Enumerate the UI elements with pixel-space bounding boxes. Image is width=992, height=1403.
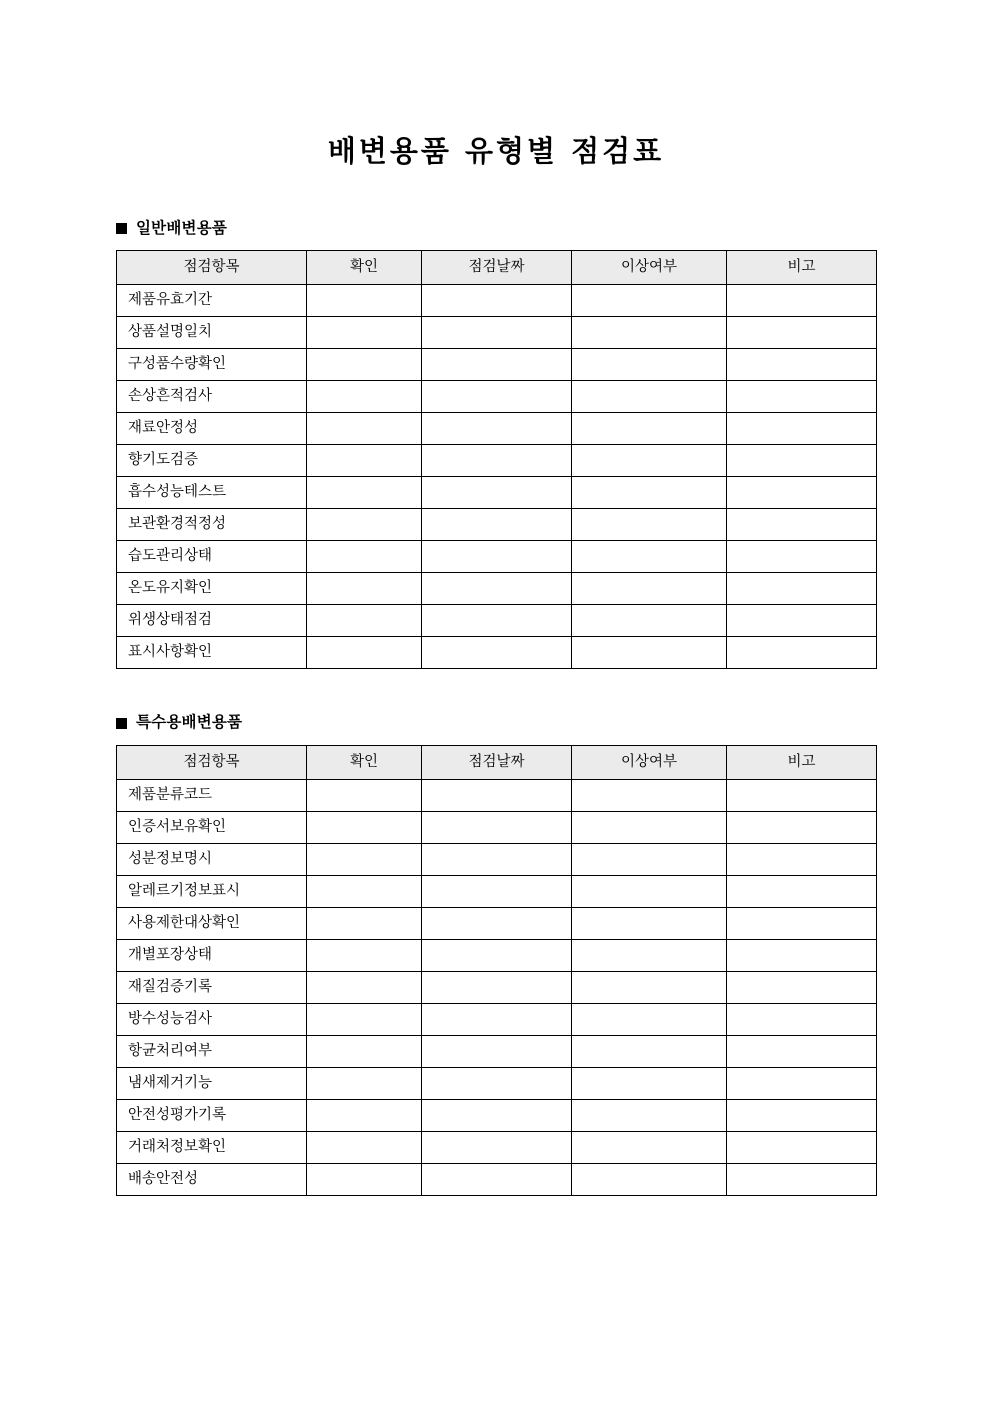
check-input-cell[interactable] — [307, 413, 422, 445]
checklist-item-label: 제품유효기간 — [117, 285, 307, 317]
abnormal-input-cell[interactable] — [572, 1099, 727, 1131]
note-input-cell[interactable] — [727, 605, 877, 637]
date-input-cell[interactable] — [422, 1003, 572, 1035]
date-input-cell[interactable] — [422, 1035, 572, 1067]
column-header-date: 점검날짜 — [422, 251, 572, 285]
table-row — [117, 605, 877, 637]
note-input-cell[interactable] — [727, 285, 877, 317]
abnormal-input-cell[interactable] — [572, 1035, 727, 1067]
date-input-cell[interactable] — [422, 349, 572, 381]
abnormal-input-cell[interactable] — [572, 605, 727, 637]
checklist-item-label: 향기도검증 — [117, 445, 307, 477]
check-input-cell[interactable] — [307, 843, 422, 875]
checklist-item-label: 인증서보유확인 — [117, 811, 307, 843]
table-row — [117, 381, 877, 413]
abnormal-input-cell[interactable] — [572, 811, 727, 843]
note-input-cell[interactable] — [727, 1163, 877, 1195]
date-input-cell[interactable] — [422, 971, 572, 1003]
date-input-cell[interactable] — [422, 875, 572, 907]
abnormal-input-cell[interactable] — [572, 445, 727, 477]
abnormal-input-cell[interactable] — [572, 1067, 727, 1099]
abnormal-input-cell[interactable] — [572, 779, 727, 811]
column-header-note: 비고 — [727, 745, 877, 779]
table-row — [117, 445, 877, 477]
table-row — [117, 843, 877, 875]
note-input-cell[interactable] — [727, 939, 877, 971]
column-header-date: 점검날짜 — [422, 745, 572, 779]
checklist-item-label: 재료안정성 — [117, 413, 307, 445]
checklist-item-label: 냄새제거기능 — [117, 1067, 307, 1099]
table-row — [117, 1003, 877, 1035]
check-input-cell[interactable] — [307, 349, 422, 381]
note-input-cell[interactable] — [727, 349, 877, 381]
checklist-table-general — [116, 250, 877, 669]
section-heading-label: 특수용배변용품 — [136, 713, 243, 732]
abnormal-input-cell[interactable] — [572, 477, 727, 509]
abnormal-input-cell[interactable] — [572, 541, 727, 573]
check-input-cell[interactable] — [307, 811, 422, 843]
column-header-check: 확인 — [307, 745, 422, 779]
table-row — [117, 1163, 877, 1195]
checklist-item-label: 표시사항확인 — [117, 637, 307, 669]
section-heading — [116, 715, 876, 731]
table-header-row — [117, 745, 877, 779]
table-row — [117, 509, 877, 541]
checklist-item-label: 온도유지확인 — [117, 573, 307, 605]
table-row — [117, 1131, 877, 1163]
date-input-cell[interactable] — [422, 1163, 572, 1195]
table-row — [117, 939, 877, 971]
note-input-cell[interactable] — [727, 779, 877, 811]
abnormal-input-cell[interactable] — [572, 875, 727, 907]
checklist-item-label: 성분정보명시 — [117, 843, 307, 875]
abnormal-input-cell[interactable] — [572, 907, 727, 939]
check-input-cell[interactable] — [307, 477, 422, 509]
checklist-item-label: 상품설명일치 — [117, 317, 307, 349]
check-input-cell[interactable] — [307, 1099, 422, 1131]
note-input-cell[interactable] — [727, 509, 877, 541]
checklist-item-label: 습도관리상태 — [117, 541, 307, 573]
table-row — [117, 971, 877, 1003]
note-input-cell[interactable] — [727, 317, 877, 349]
check-input-cell[interactable] — [307, 381, 422, 413]
check-input-cell[interactable] — [307, 573, 422, 605]
date-input-cell[interactable] — [422, 509, 572, 541]
check-input-cell[interactable] — [307, 285, 422, 317]
square-bullet-icon — [116, 223, 127, 234]
date-input-cell[interactable] — [422, 843, 572, 875]
table-row — [117, 1067, 877, 1099]
note-input-cell[interactable] — [727, 875, 877, 907]
section-heading — [116, 218, 876, 237]
abnormal-input-cell[interactable] — [572, 509, 727, 541]
check-input-cell[interactable] — [307, 605, 422, 637]
table-row — [117, 779, 877, 811]
check-input-cell[interactable] — [307, 1003, 422, 1035]
abnormal-input-cell[interactable] — [572, 413, 727, 445]
table-row — [117, 1035, 877, 1067]
check-input-cell[interactable] — [307, 445, 422, 477]
abnormal-input-cell[interactable] — [572, 637, 727, 669]
abnormal-input-cell[interactable] — [572, 939, 727, 971]
checklist-item-label: 거래처정보확인 — [117, 1131, 307, 1163]
check-input-cell[interactable] — [307, 875, 422, 907]
note-input-cell[interactable] — [727, 541, 877, 573]
check-input-cell[interactable] — [307, 907, 422, 939]
column-header-note: 비고 — [727, 251, 877, 285]
checklist-item-label: 방수성능검사 — [117, 1003, 307, 1035]
checklist-item-label: 항균처리여부 — [117, 1035, 307, 1067]
date-input-cell[interactable] — [422, 1131, 572, 1163]
date-input-cell[interactable] — [422, 907, 572, 939]
column-header-item: 점검항목 — [117, 251, 307, 285]
table-row — [117, 541, 877, 573]
date-input-cell[interactable] — [422, 1099, 572, 1131]
table-row — [117, 875, 877, 907]
check-input-cell[interactable] — [307, 779, 422, 811]
check-input-cell[interactable] — [307, 541, 422, 573]
check-input-cell[interactable] — [307, 509, 422, 541]
checklist-item-label: 흡수성능테스트 — [117, 477, 307, 509]
abnormal-input-cell[interactable] — [572, 573, 727, 605]
section-heading-label: 일반배변용품 — [136, 218, 228, 237]
page-title: 배변용품 유형별 점검표 — [327, 134, 665, 168]
column-header-check: 확인 — [307, 251, 422, 285]
abnormal-input-cell[interactable] — [572, 843, 727, 875]
table-row — [117, 1099, 877, 1131]
date-input-cell[interactable] — [422, 605, 572, 637]
note-input-cell[interactable] — [727, 413, 877, 445]
checklist-item-label: 개별포장상태 — [117, 939, 307, 971]
abnormal-input-cell[interactable] — [572, 285, 727, 317]
table-header-row — [117, 251, 877, 285]
table-row — [117, 477, 877, 509]
abnormal-input-cell[interactable] — [572, 381, 727, 413]
check-input-cell[interactable] — [307, 939, 422, 971]
abnormal-input-cell[interactable] — [572, 317, 727, 349]
note-input-cell[interactable] — [727, 1131, 877, 1163]
abnormal-input-cell[interactable] — [572, 971, 727, 1003]
date-input-cell[interactable] — [422, 381, 572, 413]
date-input-cell[interactable] — [422, 939, 572, 971]
checklist-item-label: 위생상태점검 — [117, 605, 307, 637]
check-input-cell[interactable] — [307, 971, 422, 1003]
date-input-cell[interactable] — [422, 477, 572, 509]
checklist-item-label: 제품분류코드 — [117, 779, 307, 811]
checklist-item-label: 보관환경적정성 — [117, 509, 307, 541]
date-input-cell[interactable] — [422, 1067, 572, 1099]
date-input-cell[interactable] — [422, 541, 572, 573]
section-general-litter-supplies — [116, 218, 876, 670]
column-header-item: 점검항목 — [117, 745, 307, 779]
column-header-abnormal: 이상여부 — [572, 251, 727, 285]
note-input-cell[interactable] — [727, 477, 877, 509]
date-input-cell[interactable] — [422, 779, 572, 811]
table-row — [117, 413, 877, 445]
note-input-cell[interactable] — [727, 381, 877, 413]
abnormal-input-cell[interactable] — [572, 1131, 727, 1163]
checklist-item-label: 손상흔적검사 — [117, 381, 307, 413]
check-input-cell[interactable] — [307, 1035, 422, 1067]
table-row — [117, 811, 877, 843]
note-input-cell[interactable] — [727, 1067, 877, 1099]
date-input-cell[interactable] — [422, 285, 572, 317]
section-special-litter-supplies — [116, 715, 876, 1196]
table-row — [117, 637, 877, 669]
abnormal-input-cell[interactable] — [572, 1163, 727, 1195]
checklist-item-label: 재질검증기록 — [117, 971, 307, 1003]
check-input-cell[interactable] — [307, 1131, 422, 1163]
square-bullet-icon — [116, 718, 127, 729]
date-input-cell[interactable] — [422, 445, 572, 477]
check-input-cell[interactable] — [307, 637, 422, 669]
note-input-cell[interactable] — [727, 573, 877, 605]
checklist-item-label: 사용제한대상확인 — [117, 907, 307, 939]
note-input-cell[interactable] — [727, 637, 877, 669]
note-input-cell[interactable] — [727, 445, 877, 477]
checklist-item-label: 구성품수량확인 — [117, 349, 307, 381]
check-input-cell[interactable] — [307, 1163, 422, 1195]
table-row — [117, 285, 877, 317]
note-input-cell[interactable] — [727, 843, 877, 875]
table-row — [117, 349, 877, 381]
date-input-cell[interactable] — [422, 637, 572, 669]
checklist-item-label: 배송안전성 — [117, 1163, 307, 1195]
checklist-item-label: 알레르기정보표시 — [117, 875, 307, 907]
note-input-cell[interactable] — [727, 907, 877, 939]
column-header-abnormal: 이상여부 — [572, 745, 727, 779]
note-input-cell[interactable] — [727, 971, 877, 1003]
check-input-cell[interactable] — [307, 317, 422, 349]
table-row — [117, 907, 877, 939]
abnormal-input-cell[interactable] — [572, 349, 727, 381]
note-input-cell[interactable] — [727, 1099, 877, 1131]
note-input-cell[interactable] — [727, 1003, 877, 1035]
table-row — [117, 317, 877, 349]
date-input-cell[interactable] — [422, 317, 572, 349]
note-input-cell[interactable] — [727, 1035, 877, 1067]
checklist-item-label: 안전성평가기록 — [117, 1099, 307, 1131]
check-input-cell[interactable] — [307, 1067, 422, 1099]
date-input-cell[interactable] — [422, 413, 572, 445]
note-input-cell[interactable] — [727, 811, 877, 843]
checklist-table-special — [116, 745, 877, 1196]
date-input-cell[interactable] — [422, 811, 572, 843]
abnormal-input-cell[interactable] — [572, 1003, 727, 1035]
date-input-cell[interactable] — [422, 573, 572, 605]
table-row — [117, 573, 877, 605]
